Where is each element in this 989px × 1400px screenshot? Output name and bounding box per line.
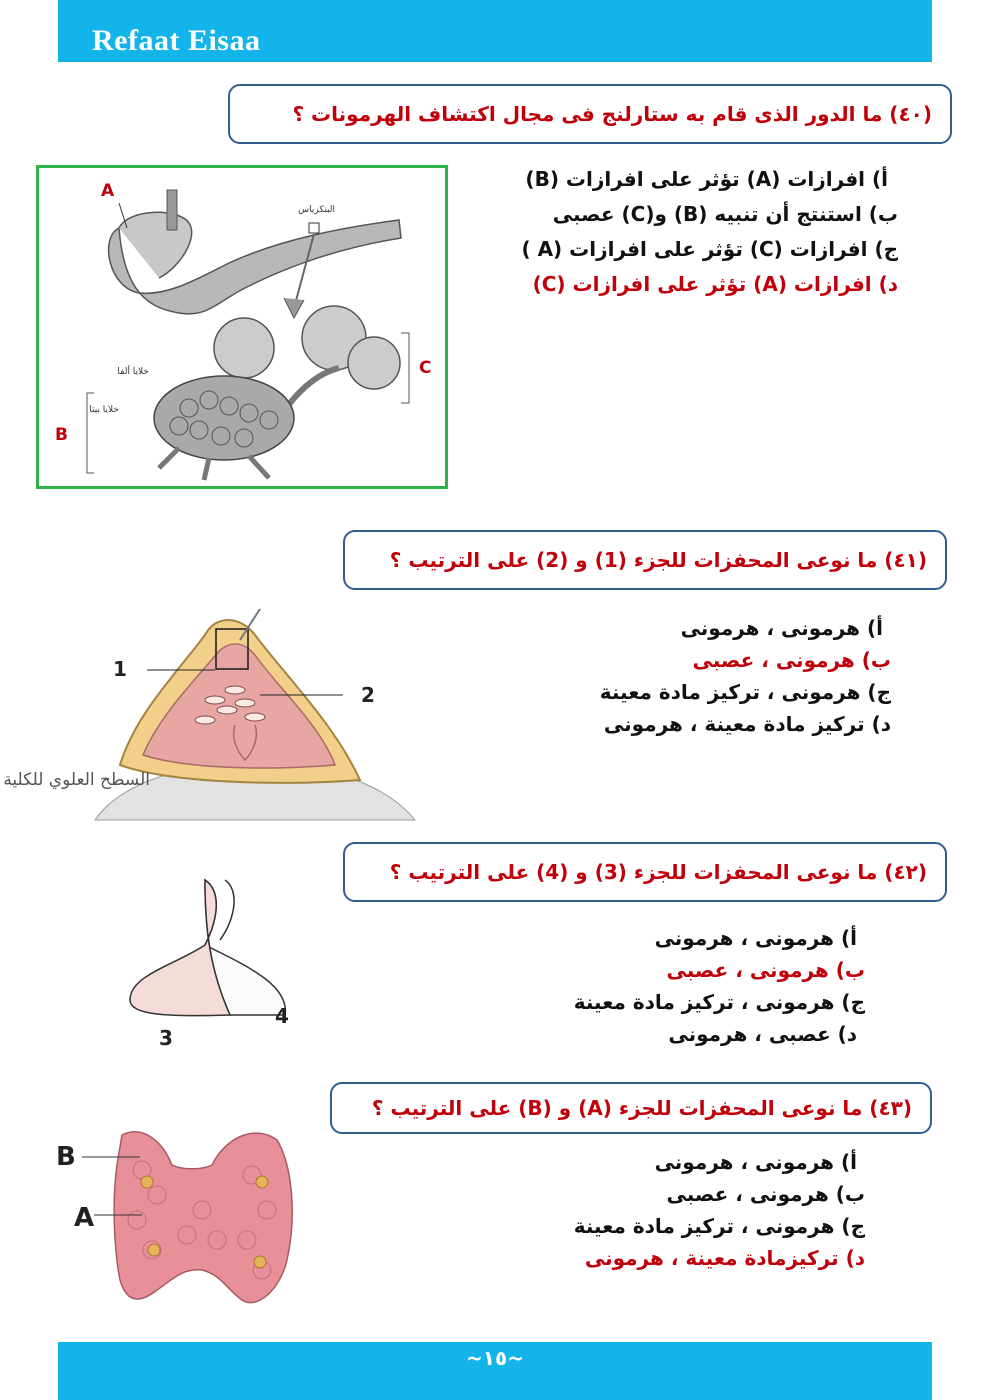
option-a[interactable]: أ) هرمونى ، هرمونى: [680, 616, 883, 640]
question-43-options: [574, 1146, 865, 1274]
adrenal-figure: [3, 605, 415, 820]
kidney-surface-label: السطح العلوي للكلية: [3, 770, 150, 790]
question-42-title: (٤٢) ما نوعى المحفزات للجزء (3) و (4) على الترتيب ؟: [389, 860, 927, 884]
pituitary-diagram: [125, 875, 300, 1050]
question-41-box: [343, 530, 947, 590]
question-40-box: [228, 84, 952, 144]
option-b-correct[interactable]: ب) هرمونى ، عصبى: [666, 958, 865, 982]
question-40-options: [521, 162, 898, 302]
footer-bar: [58, 1342, 932, 1400]
label-4: 4: [275, 1004, 289, 1028]
adrenal-diagram: [3, 605, 415, 820]
label-alpha-cells: خلايا ألفا: [117, 367, 149, 377]
label-b: B: [55, 425, 68, 445]
thyroid-diagram: [52, 1120, 302, 1325]
option-b-correct[interactable]: ب) هرمونى ، عصبى: [692, 648, 891, 672]
thyroid-figure: [52, 1120, 302, 1325]
pancreas-figure: [36, 165, 448, 489]
question-43-box: [330, 1082, 932, 1134]
question-41-options: [600, 612, 891, 740]
option-a[interactable]: أ) هرمونى ، هرمونى: [654, 1150, 857, 1174]
author-name: Refaat Eisaa: [92, 24, 261, 57]
label-pancreas: البنكرياس: [298, 205, 335, 215]
question-43-title: (٤٣) ما نوعى المحفزات للجزء (A) و (B) على الترتيب ؟: [371, 1096, 912, 1120]
question-42-box: [343, 842, 947, 902]
header-bar: [58, 0, 932, 62]
label-1: 1: [113, 657, 127, 681]
question-41-title: (٤١) ما نوعى المحفزات للجزء (1) و (2) على الترتيب ؟: [389, 548, 927, 572]
option-c[interactable]: ج) هرمونى ، تركيز مادة معينة: [599, 680, 891, 704]
label-2: 2: [361, 683, 375, 707]
question-40-title: (٤٠) ما الدور الذى قام به ستارلنج فى مجال اكتشاف الهرمونات ؟: [292, 102, 932, 126]
option-a[interactable]: أ) هرمونى ، هرمونى: [654, 926, 857, 950]
option-b[interactable]: ب) استنتج أن تنبيه (B) و(C) عصبى: [552, 202, 898, 226]
label-c: C: [419, 358, 432, 378]
page-number: ~١٥~: [466, 1346, 524, 1370]
pancreas-diagram: [39, 168, 445, 486]
question-42-options: [574, 922, 865, 1050]
option-a[interactable]: أ) افرازات (A) تؤثر على افرازات (B): [525, 167, 888, 191]
label-a: A: [101, 181, 115, 201]
label-a: A: [74, 1203, 95, 1233]
label-3: 3: [159, 1026, 173, 1050]
option-d-correct[interactable]: د) افرازات (A) تؤثر على افرازات (C): [532, 272, 898, 296]
pituitary-figure: [125, 875, 300, 1050]
option-d[interactable]: د) عصبى ، هرمونى: [668, 1022, 857, 1046]
option-d-correct[interactable]: د) تركيزمادة معينة ، هرمونى: [584, 1246, 865, 1270]
label-b: B: [56, 1142, 76, 1172]
option-d[interactable]: د) تركيز مادة معينة ، هرمونى: [603, 712, 891, 736]
option-c[interactable]: ج) افرازات (C) تؤثر على افرازات (A ): [521, 237, 898, 261]
label-beta-cells: خلايا بيتا: [89, 405, 119, 415]
option-c[interactable]: ج) هرمونى ، تركيز مادة معينة: [573, 1214, 865, 1238]
option-b[interactable]: ب) هرمونى ، عصبى: [666, 1182, 865, 1206]
option-c[interactable]: ج) هرمونى ، تركيز مادة معينة: [573, 990, 865, 1014]
